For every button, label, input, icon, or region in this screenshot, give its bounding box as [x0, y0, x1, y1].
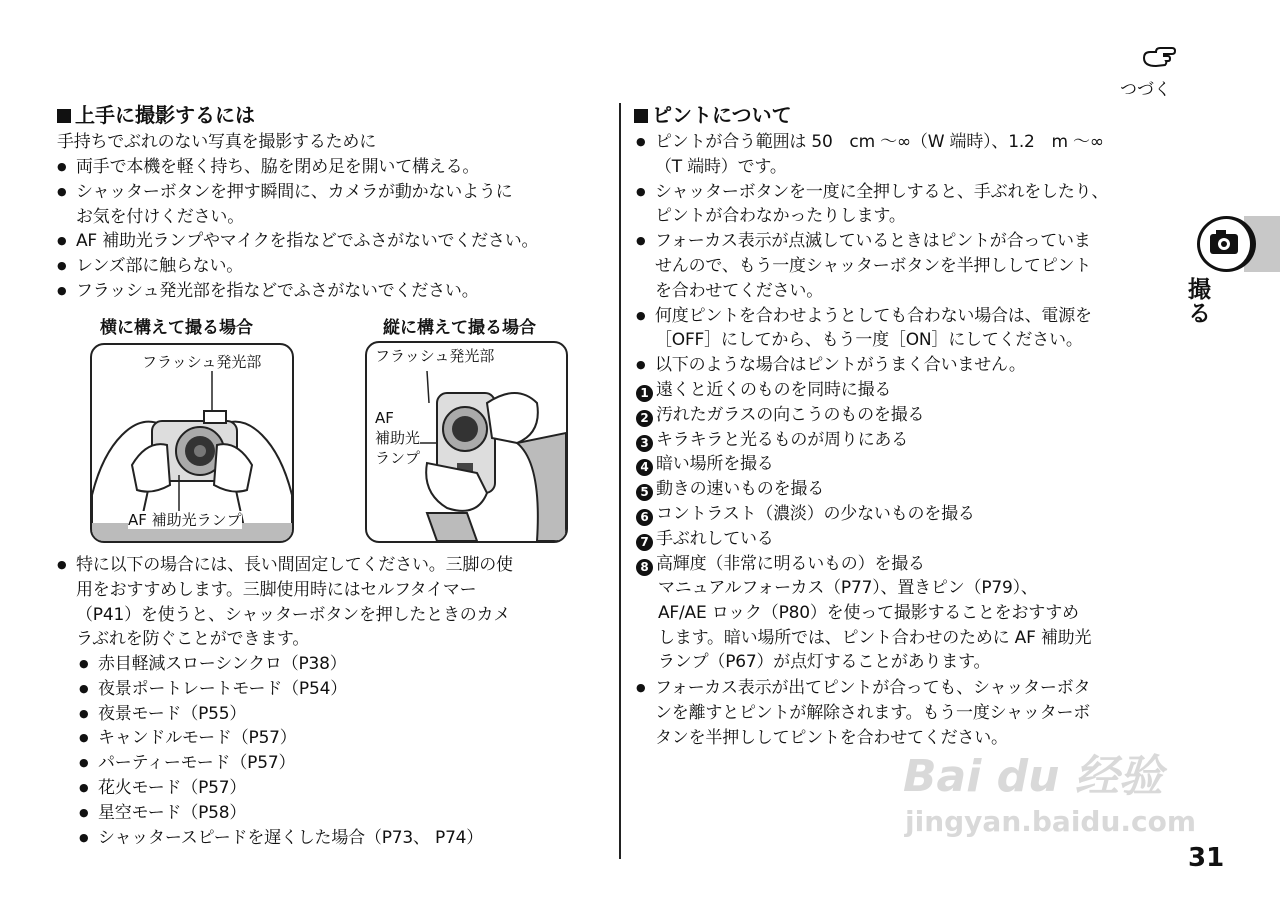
list-item: ●フラッシュ発光部を指などでふさがないでください。: [76, 279, 538, 304]
note-line: ランプ（P67）が点灯することがあります。: [658, 652, 991, 673]
list-item: ●夜景モード（P55）: [98, 702, 483, 727]
left-bullet-list: [76, 155, 538, 304]
case-item: 7 手ぶれしている: [636, 527, 975, 552]
column-divider: [619, 103, 621, 859]
list-item-continued: を合わせてください。: [655, 280, 823, 301]
list-item: ●パーティーモード（P57）: [98, 751, 483, 776]
last-bullet-line: フォーカス表示が出てピントが合っても、シャッターボタ: [655, 678, 1091, 698]
square-bullet-icon: [57, 109, 71, 123]
focus-case-list: [636, 378, 975, 576]
page-number: 31: [1188, 843, 1225, 873]
list-item: ●赤目軽減スローシンクロ（P38）: [98, 652, 483, 677]
list-item: ●ピントが合う範囲は 50 cm ～∞（W 端時）、1.2 m ～∞: [655, 130, 1108, 155]
list-item: ●フォーカス表示が点滅しているときはピントが合っていま: [655, 229, 1108, 254]
pointing-hand-icon: [1142, 44, 1176, 76]
list-item: ●花火モード（P57）: [98, 776, 483, 801]
camera-tab-icon: [1197, 216, 1256, 272]
label-assist-light: 補助光: [375, 429, 421, 447]
last-bullet-line: ンを離すとピントが解除されます。もう一度シャッターボ: [655, 702, 1091, 723]
section-title-hand-shake: 上手に撮影するには: [57, 103, 255, 127]
list-item: ●シャッターボタンを押す瞬間に、カメラが動かないように: [76, 180, 538, 205]
focus-note: [658, 576, 1091, 675]
illustration-vertical-grip: [365, 341, 568, 543]
list-item: ●キャンドルモード（P57）: [98, 726, 483, 751]
case-item: 2 汚れたガラスの向こうのものを撮る: [636, 403, 975, 428]
mode-list: [98, 652, 483, 850]
list-item-continued: ［OFF］にしてから、もう一度［ON］にしてください。: [655, 330, 1083, 351]
continue-label: つづく: [1120, 80, 1171, 100]
list-item: ●何度ピントを合わせようとしても合わない場合は、電源を: [655, 304, 1108, 329]
note-line: します。暗い場所では、ピント合わせのために AF 補助光: [658, 627, 1092, 648]
list-item: ●レンズ部に触らない。: [76, 254, 538, 279]
caption-horizontal: 横に構えて撮る場合: [100, 318, 253, 338]
label-lamp: ランプ: [375, 449, 421, 467]
tripod-line: 用をおすすめします。三脚使用時にはセルフタイマー: [76, 579, 477, 600]
label-af: AF: [375, 409, 394, 427]
case-item: 5 動きの速いものを撮る: [636, 477, 975, 502]
list-item: ●シャッターボタンを一度に全押しすると、手ぶれをしたり、: [655, 180, 1108, 205]
case-item: 4 暗い場所を撮る: [636, 452, 975, 477]
list-item: ●シャッタースピードを遅くした場合（P73、 P74）: [98, 826, 483, 851]
label-af-lamp: AF 補助光ランプ: [128, 511, 242, 529]
label-flash: フラッシュ発光部: [375, 347, 495, 365]
tripod-paragraph: [76, 553, 513, 652]
note-line: マニュアルフォーカス（P77）、置きピン（P79）、: [658, 578, 1038, 598]
illustration-horizontal-grip: [90, 343, 294, 543]
case-item: 6 コントラスト（濃淡）の少ないものを撮る: [636, 502, 975, 527]
list-item: ●星空モード（P58）: [98, 801, 483, 826]
section-title-focus: ピントについて: [634, 103, 792, 127]
last-bullet-line: タンを半押ししてピントを合わせてください。: [655, 727, 1008, 748]
list-item-continued: （T 端時）です。: [655, 156, 787, 177]
list-item: ●両手で本機を軽く持ち、脇を閉め足を開いて構える。: [76, 155, 538, 180]
side-tab-label: 撮る: [1188, 277, 1211, 327]
label-flash: フラッシュ発光部: [142, 353, 262, 371]
list-item: ●AF 補助光ランプやマイクを指などでふさがないでください。: [76, 229, 538, 254]
square-bullet-icon: [634, 109, 648, 123]
case-item: 3 キラキラと光るものが周りにある: [636, 428, 975, 453]
tripod-line: （P41）を使うと、シャッターボタンを押したときのカメ: [76, 604, 511, 625]
list-item: ●以下のような場合はピントがうまく合いません。: [655, 353, 1108, 378]
caption-vertical: 縦に構えて撮る場合: [383, 318, 536, 338]
case-item: 1 遠くと近くのものを同時に撮る: [636, 378, 975, 403]
intro-text: 手持ちでぶれのない写真を撮影するために: [57, 132, 377, 152]
list-item-continued: ピントが合わなかったりします。: [655, 206, 906, 227]
list-item-continued: せんので、もう一度シャッターボタンを半押ししてピント: [655, 255, 1092, 276]
watermark-logo: Bai du 经验: [903, 751, 1163, 802]
tripod-line: ラぶれを防ぐことができます。: [76, 629, 310, 650]
list-item-continued: お気を付けください。: [76, 206, 244, 227]
tripod-line: 特に以下の場合には、長い間固定してください。三脚の使: [76, 555, 513, 575]
note-line: AF/AE ロック（P80）を使って撮影することをおすすめ: [658, 602, 1079, 623]
case-item: 8 高輝度（非常に明るいもの）を撮る: [636, 552, 975, 577]
watermark-url: jingyan.baidu.com: [905, 805, 1197, 838]
list-item: ●夜景ポートレートモード（P54）: [98, 677, 483, 702]
focus-bullet-list: [655, 130, 1108, 378]
